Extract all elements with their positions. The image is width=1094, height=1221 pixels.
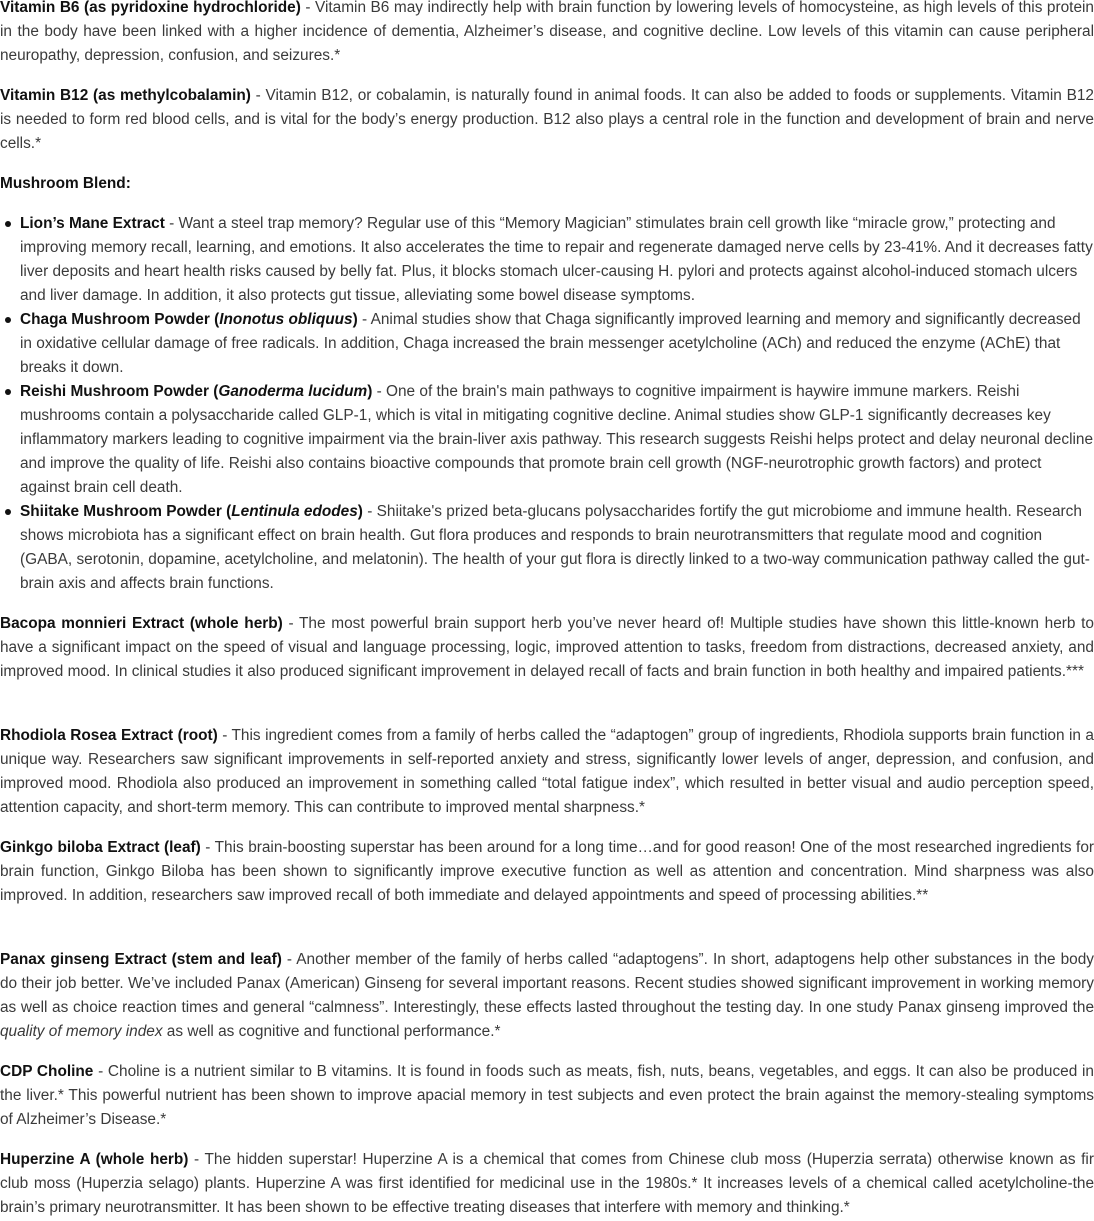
name-prefix: Reishi Mushroom Powder ( [20, 383, 219, 400]
ingredient-name [20, 383, 372, 400]
ingredient-description: - The most powerful brain support herb you’ve never heard of! Multiple studies have shown this little-known herb to have a significant impact on the speed of visual and language processing, logic, improved attention to tasks, freedom from distractions, decreased anxiety, and improved mood. In clinical studies it also produced significant improvement in delayed recall of facts and brain function in both healthy and impaired patients.*** [0, 615, 1094, 680]
name-prefix: Shiitake Mushroom Powder ( [20, 503, 232, 520]
bullet-icon [5, 509, 11, 515]
list-item [20, 500, 1094, 596]
mushroom-blend-heading: Mushroom Blend: [0, 175, 131, 192]
ingredient-name: Lion’s Mane Extract [20, 215, 165, 232]
bullet-icon [5, 317, 11, 323]
name-prefix: Chaga Mushroom Powder ( [20, 311, 220, 328]
mushroom-list [0, 212, 1094, 596]
list-item [20, 212, 1094, 308]
list-item [20, 380, 1094, 500]
ingredient-rhodiola [0, 724, 1094, 820]
ingredient-bacopa [0, 612, 1094, 684]
ingredient-name: Vitamin B6 (as pyridoxine hydrochloride) [0, 0, 301, 16]
ingredient-ginkgo [0, 836, 1094, 908]
ingredient-description: - One of the brain's main pathways to cognitive impairment is haywire immune markers. Reishi mushrooms contain a polysaccharide called GLP-1, which is vital in mitigating cognitive decline. Animal studies show GLP-1 significantly decreases key inflammatory markers leading to cognitive impairment via the brain-liver axis pathway. This research suggests Reishi helps protect and delay neuronal decline and improve the quality of life. Reishi also contains bioactive compounds that promote brain cell growth (NGF-neurotrophic growth factors) and protect against brain cell death. [20, 383, 1094, 496]
ingredient-name: Ginkgo biloba Extract (leaf) [0, 839, 201, 856]
name-suffix: ) [367, 383, 373, 400]
ingredient-huperzine [0, 1148, 1094, 1220]
ingredient-description: - Want a steel trap memory? Regular use of this “Memory Magician” stimulates brain cell growth like “miracle grow,” protecting and improving memory recall, learning, and emotions. It also accelerates the time to repair and regenerate damaged nerve cells by 23-41%. And it decreases fatty liver deposits and heart health risks caused by belly fat. Plus, it blocks stomach ulcer-causing H. pylori and protects against alcohol-induced stomach ulcers and liver damage. In addition, it also protects gut tissue, alleviating some bowel disease symptoms. [20, 215, 1093, 304]
ingredient-vitamin-b12 [0, 84, 1094, 156]
ingredient-description: - Animal studies show that Chaga significantly improved learning and memory and significantly decreased in oxidative cellular damage of free radicals. In addition, Chaga increased the brain messenger acetylcholine (ACh) and reduced the enzyme (AChE) that breaks it down. [20, 311, 1081, 376]
list-item [20, 308, 1094, 380]
ingredient-name: Rhodiola Rosea Extract (root) [0, 727, 218, 744]
latin-name: Ganoderma lucidum [218, 383, 368, 400]
ingredient-name: Huperzine A (whole herb) [0, 1151, 189, 1168]
latin-name: Lentinula edodes [231, 503, 358, 520]
ingredient-description: - Vitamin B12, or cobalamin, is naturally found in animal foods. It can also be added to foods or supplements. Vitamin B12 is needed to form red blood cells, and is vital for the body’s energy production. B12 also plays a central role in the function and development of brain and nerve cells.* [0, 87, 1094, 152]
bullet-icon [5, 389, 11, 395]
ingredient-name: CDP Choline [0, 1063, 94, 1080]
ingredient-description: - Another member of the family of herbs called “adaptogens”. In short, adaptogens help other substances in the body do their job better. We’ve included Panax (American) Ginseng for several important reasons. Recent studies showed significant improvement in working memory as well as choice reaction times and general “calmness”. Interestingly, these effects lasted throughout the testing day. In one study Panax ginseng improved the [0, 951, 1094, 1016]
ingredient-description: - Vitamin B6 may indirectly help with brain function by lowering levels of homocysteine, as high levels of this protein in the body have been linked with a higher incidence of dementia, Alzheimer’s disease, and cognitive decline. Low levels of this vitamin can cause peripheral neuropathy, depression, confusion, and seizures.* [0, 0, 1094, 64]
ingredient-description: - The hidden superstar! Huperzine A is a chemical that comes from Chinese club moss (Huperzia serrata) otherwise known as fir club moss (Huperzia selago) plants. Huperzine A was first identified for medicinal use in the 1980s.* It increases levels of a chemical called acetylcholine-the brain’s primary neurotransmitter. It has been shown to be effective treating diseases that interfere with memory and thinking.* [0, 1151, 1094, 1216]
ingredient-description-end: as well as cognitive and functional performance.* [162, 1023, 501, 1040]
ingredient-description: - This brain-boosting superstar has been around for a long time…and for good reason! One of the most researched ingredients for brain function, Ginkgo Biloba has been shown to significantly improve executive function as well as attention and concentration. Mind sharpness was also improved. In addition, researchers saw improved recall of both immediate and delayed appointments and speed of processing abilities.** [0, 839, 1094, 904]
ingredient-name [20, 503, 363, 520]
ingredient-name: Panax ginseng Extract (stem and leaf) [0, 951, 282, 968]
ingredient-name [20, 311, 358, 328]
ingredient-description: - Shiitake's prized beta-glucans polysaccharides fortify the gut microbiome and immune health. Research shows microbiota has a significant effect on brain health. Gut flora produces and responds to brain neurotransmitters that regulate mood and cognition (GABA, serotonin, dopamine, acetylcholine, and melatonin). The health of your gut flora is directly linked to a two-way communication pathway called the gut-brain axis and affects brain functions. [20, 503, 1090, 592]
ingredient-name: Vitamin B12 (as methylcobalamin) [0, 87, 251, 104]
name-suffix: ) [357, 503, 363, 520]
ingredient-name: Bacopa monnieri Extract (whole herb) [0, 615, 283, 632]
latin-name: Inonotus obliquus [219, 311, 353, 328]
bullet-icon [5, 221, 11, 227]
ingredient-cdp-choline [0, 1060, 1094, 1132]
italic-phrase: quality of memory index [0, 1023, 163, 1040]
ingredient-panax [0, 948, 1094, 1044]
ingredient-description: - Choline is a nutrient similar to B vitamins. It is found in foods such as meats, fish, nuts, beans, vegetables, and eggs. It can also be produced in the liver.* This powerful nutrient has been shown to improve apacial memory in test subjects and even protect the brain against the memory-stealing symptoms of Alzheimer’s Disease.* [0, 1063, 1094, 1128]
ingredient-description: - This ingredient comes from a family of herbs called the “adaptogen” group of ingredients, Rhodiola supports brain function in a unique way. Researchers saw significant improvements in self-reported anxiety and stress, significantly lower levels of anger, depression, and confusion, and improved mood. Rhodiola also produced an improvement in something called “total fatigue index”, which resulted in better visual and audio perception speed, attention capacity, and short-term memory. This can contribute to improved mental sharpness.* [0, 727, 1094, 816]
ingredient-vitamin-b6 [0, 0, 1094, 68]
name-suffix: ) [352, 311, 358, 328]
